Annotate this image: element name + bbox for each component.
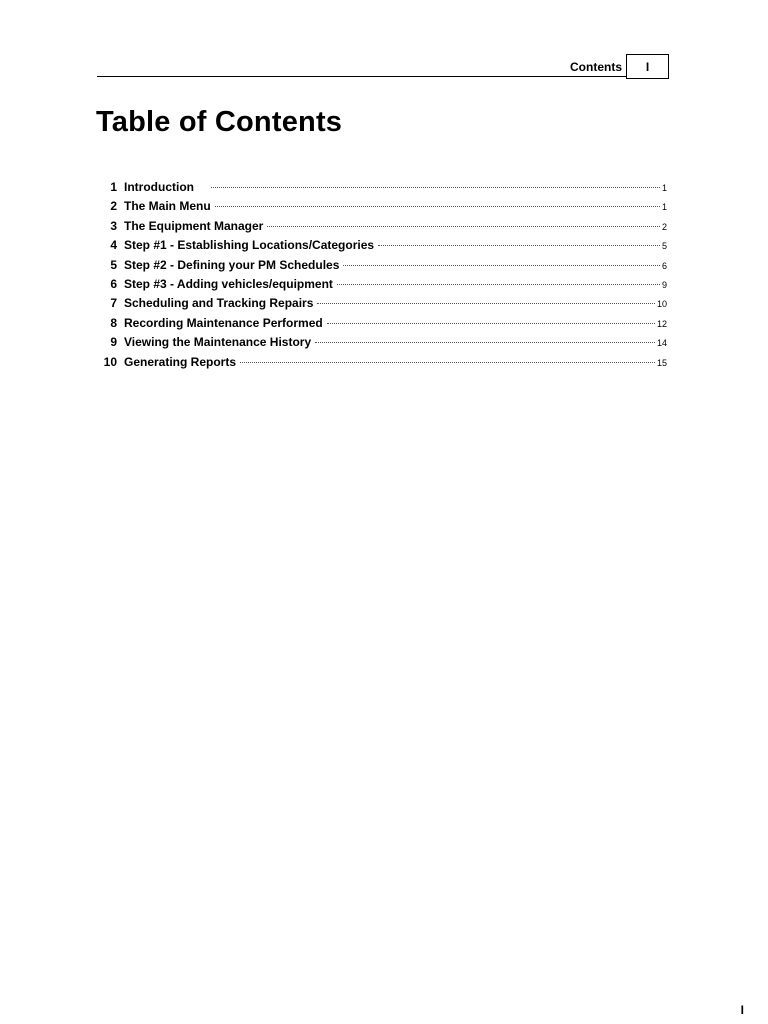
toc-dot-leader — [317, 303, 655, 304]
toc-dot-leader — [267, 226, 660, 227]
toc-entry-title[interactable]: The Equipment Manager — [124, 218, 264, 233]
toc-dot-leader — [343, 265, 660, 266]
toc-entry-title[interactable]: Recording Maintenance Performed — [124, 315, 323, 330]
toc-entry-number: 5 — [110, 257, 117, 272]
toc-entry[interactable] — [96, 199, 667, 218]
toc-entry-number: 6 — [110, 276, 117, 291]
toc-entry-page[interactable]: 15 — [656, 357, 667, 368]
page-title: Table of Contents — [96, 106, 343, 138]
toc-entry-title[interactable]: Step #2 - Defining your PM Schedules — [124, 257, 340, 272]
toc-entry-number: 10 — [103, 354, 117, 369]
toc-entry-number: 7 — [110, 296, 117, 311]
toc-entry[interactable] — [96, 180, 667, 199]
toc-entry-number: 8 — [110, 315, 117, 330]
toc-entry-page[interactable]: 2 — [661, 221, 667, 232]
toc-dot-leader — [327, 323, 655, 324]
toc-entry-page[interactable]: 14 — [656, 338, 667, 349]
toc-entry-page[interactable]: 1 — [661, 202, 667, 213]
toc-entry-title[interactable]: The Main Menu — [124, 199, 211, 214]
toc-dot-leader — [211, 187, 660, 188]
toc-dot-leader — [215, 206, 660, 207]
toc-entry[interactable] — [96, 258, 667, 277]
toc-entry[interactable] — [96, 277, 667, 296]
toc-entry-page[interactable]: 1 — [661, 183, 667, 193]
toc-entry-number: 9 — [110, 335, 117, 350]
toc-entry-number: 2 — [110, 199, 117, 214]
toc-entry-title[interactable]: Scheduling and Tracking Repairs — [124, 296, 314, 311]
toc-entry-page[interactable]: 5 — [661, 241, 667, 252]
header-section-label: Contents — [570, 60, 622, 74]
toc-entry[interactable] — [96, 335, 667, 354]
toc-entry-page[interactable]: 10 — [656, 299, 667, 310]
toc-entry-number: 3 — [110, 218, 117, 233]
toc-entry-number: 1 — [110, 180, 117, 194]
toc-dot-leader — [337, 284, 660, 285]
toc-dot-leader — [240, 362, 655, 363]
toc-entry-title[interactable]: Introduction — [124, 180, 194, 194]
toc-dot-leader — [378, 245, 660, 246]
toc-entry-page[interactable]: 6 — [661, 260, 667, 271]
header-page-marker-text: I — [645, 59, 650, 74]
toc-entry-page[interactable]: 9 — [661, 279, 667, 290]
toc-dot-leader — [315, 342, 655, 343]
toc-entry-title[interactable]: Generating Reports — [124, 354, 237, 369]
toc-entry[interactable] — [96, 355, 667, 374]
footer-page-number: I — [740, 1003, 744, 1017]
toc-entry-title[interactable]: Step #3 - Adding vehicles/equipment — [124, 276, 333, 291]
toc-entry[interactable] — [96, 316, 667, 335]
toc-entry-title[interactable]: Viewing the Maintenance History — [124, 335, 312, 350]
header-rule — [97, 76, 626, 77]
header-page-marker — [626, 54, 669, 79]
toc-entry[interactable] — [96, 296, 667, 315]
toc-entry[interactable] — [96, 238, 667, 257]
toc-entry[interactable] — [96, 219, 667, 238]
table-of-contents — [96, 180, 667, 374]
toc-entry-title[interactable]: Step #1 - Establishing Locations/Categories — [124, 238, 375, 253]
toc-entry-page[interactable]: 12 — [656, 318, 667, 329]
toc-entry-number: 4 — [110, 238, 117, 253]
